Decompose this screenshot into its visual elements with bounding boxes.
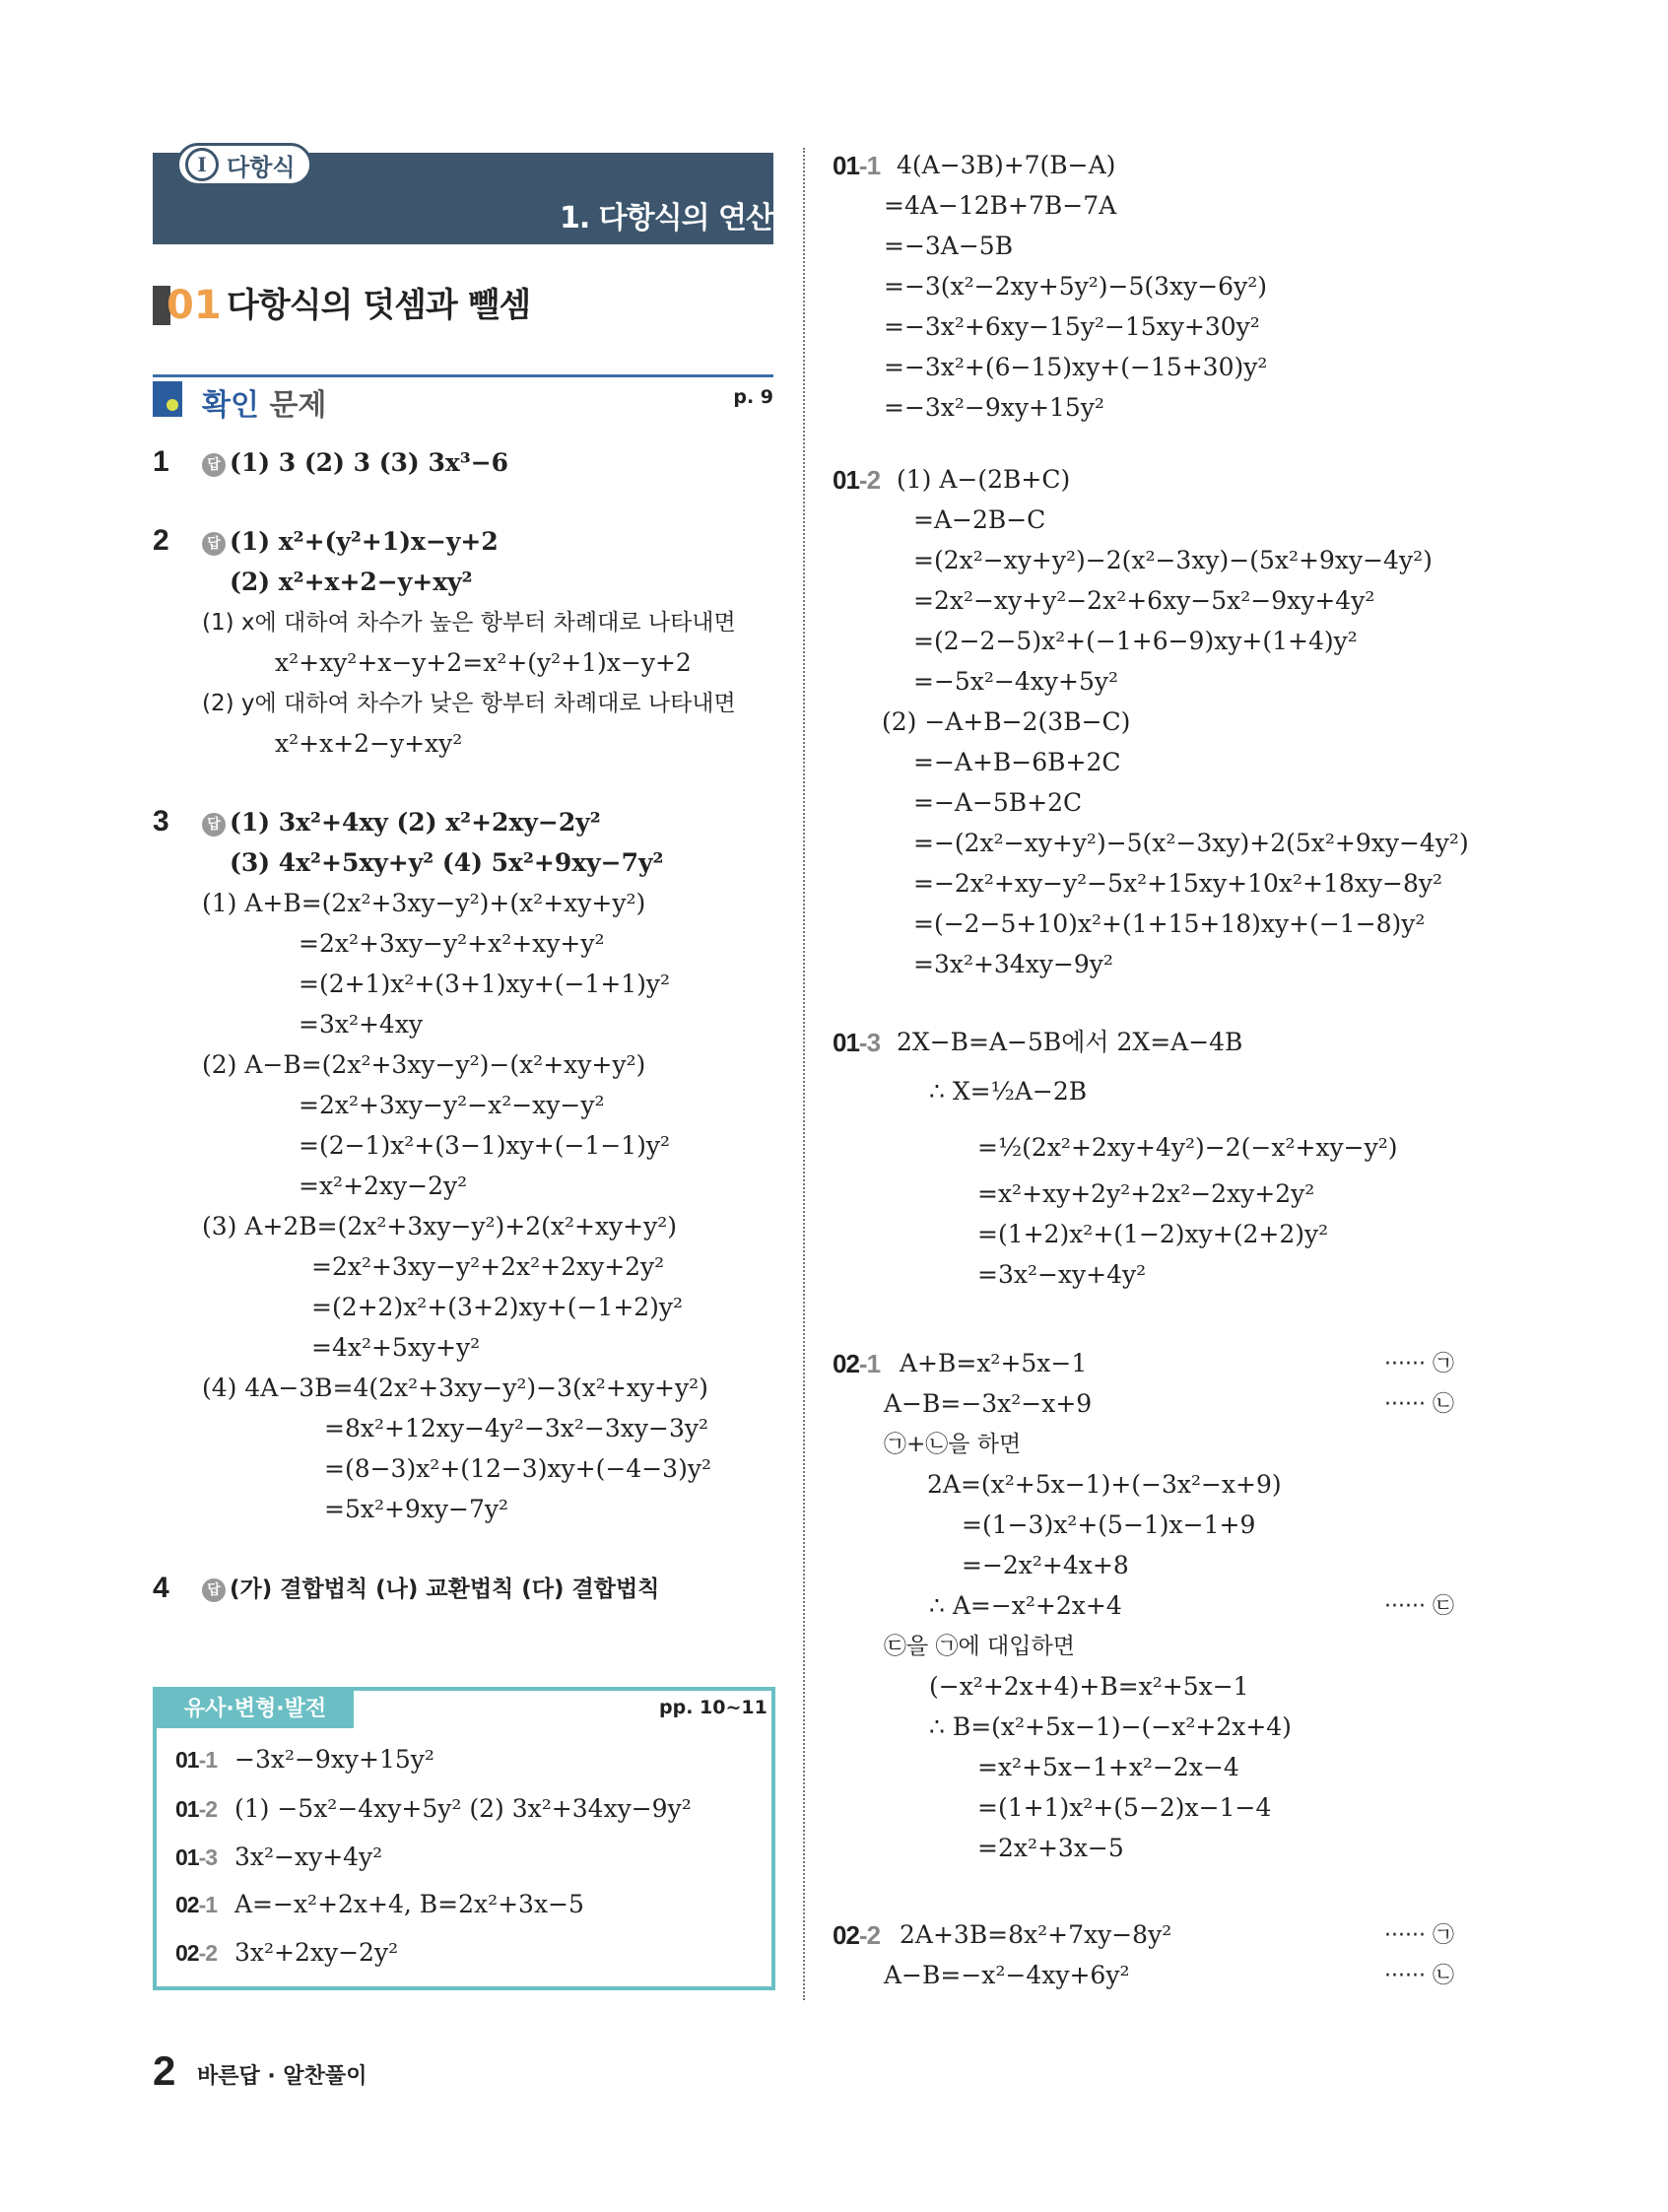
line-text: =(2x²−xy+y²)−2(x²−3xy)−(5x²+9xy−4y²) [913, 546, 1433, 574]
check-title-a: 확인 [202, 388, 259, 423]
unit-title: 다항식 [227, 153, 296, 181]
line-text: (4) 4A−3B=4(2x²+3xy−y²)−3(x²+xy+y²) [202, 1374, 708, 1402]
math-line [897, 1026, 1242, 1059]
math-line [913, 786, 1082, 820]
line-text: =8x²+12xy−4y²−3x²−3xy−3y² [324, 1414, 709, 1442]
label-main: 02 [175, 1892, 199, 1917]
math-line [299, 1089, 604, 1122]
line-text: =−3(x²−2xy+5y²)−5(3xy−6y²) [884, 272, 1267, 301]
line-text: 2A=(x²+5x−1)+(−3x²−x+9) [927, 1470, 1282, 1499]
line-text: A−B=−3x²−x+9 [884, 1389, 1093, 1418]
check-problem-icon [153, 381, 182, 417]
math-line [311, 1331, 480, 1365]
solution-label [833, 1026, 880, 1059]
divider-line [153, 374, 773, 377]
label-sub: -3 [198, 1844, 218, 1870]
answer-mark-icon: 답 [202, 1578, 226, 1602]
math-line [230, 566, 473, 599]
line-text: (2) A−B=(2x²+3xy−y²)−(x²+xy+y²) [202, 1050, 646, 1079]
label-main: 01 [833, 1028, 859, 1057]
line-text: (1) A+B=(2x²+3xy−y²)+(x²+xy+y²) [202, 889, 646, 917]
check-problem-title [202, 380, 326, 424]
math-line [311, 1250, 664, 1284]
line-text: =(2−1)x²+(3−1)xy+(−1−1)y² [299, 1131, 671, 1160]
practice-row-answer: A=−x²+2x+4, B=2x²+3x−5 [234, 1890, 584, 1918]
math-line [299, 927, 604, 961]
line-text: =−A+B−6B+2C [913, 748, 1121, 776]
math-line [929, 1075, 1087, 1108]
line-text: ㉠+㉡을 하면 [884, 1432, 1022, 1457]
line-text: =4x²+5xy+y² [311, 1333, 481, 1362]
math-line [202, 806, 601, 839]
line-text: =−(2x²−xy+y²)−5(x²−3xy)+2(5x²+9xy−4y²) [913, 829, 1469, 857]
item-number: 2 [153, 524, 169, 557]
math-line [913, 584, 1374, 618]
line-text: =x²+2xy−2y² [299, 1172, 468, 1200]
line-text: (3) 4x²+5xy+y² (4) 5x²+9xy−7y² [230, 848, 664, 877]
math-line [929, 1589, 1122, 1623]
label-main: 01 [175, 1796, 199, 1822]
line-text: =(2−2−5)x²+(−1+6−9)xy+(1+4)y² [913, 627, 1358, 655]
line-text: 2A+3B=8x²+7xy−8y² [900, 1920, 1172, 1949]
math-line [299, 1008, 423, 1041]
line-text: =(−2−5+10)x²+(1+15+18)xy+(−1−8)y² [913, 909, 1426, 938]
label-sub: -1 [198, 1747, 218, 1773]
math-line [202, 887, 645, 920]
math-line [977, 1258, 1146, 1292]
math-line [884, 1387, 1092, 1421]
equation-reference-mark: ······ ㉡ [1384, 1964, 1454, 1988]
line-text: (가) 결합법칙 (나) 교환법칙 (다) 결합법칙 [230, 1576, 660, 1602]
math-line [311, 1291, 683, 1324]
math-line [977, 1791, 1271, 1825]
line-text: =3x²+34xy−9y² [913, 950, 1113, 978]
math-line [977, 1751, 1239, 1784]
math-line [324, 1412, 708, 1445]
line-text: A−B=−x²−4xy+6y² [884, 1961, 1130, 1989]
math-line [202, 1210, 677, 1243]
math-line [977, 1218, 1328, 1251]
math-line [324, 1452, 711, 1486]
practice-row-answer: 3x²+2xy−2y² [234, 1938, 399, 1967]
label-main: 02 [175, 1940, 199, 1966]
section-number [153, 283, 222, 328]
label-sub: -1 [198, 1892, 218, 1917]
section-title: 다항식의 덧셈과 뺄셈 [227, 286, 531, 325]
label-main: 01 [833, 151, 859, 180]
page-reference: p. 9 [733, 386, 773, 408]
unit-roman-numeral: I [185, 148, 219, 181]
practice-row-label [175, 1841, 217, 1874]
label-main: 01 [833, 465, 859, 495]
line-text: =−5x²−4xy+5y² [913, 667, 1118, 696]
line-text: (2) y에 대하여 차수가 낮은 항부터 차례대로 나타내면 [202, 691, 736, 716]
math-line [913, 665, 1118, 699]
equation-reference-mark: ······ ㉡ [1384, 1392, 1454, 1417]
label-sub: -2 [198, 1940, 218, 1966]
math-line [202, 606, 736, 639]
practice-row-answer: (1) −5x²−4xy+5y² (2) 3x²+34xy−9y² [234, 1794, 692, 1823]
math-line [202, 687, 736, 720]
line-text: =(2+2)x²+(3+2)xy+(−1+2)y² [311, 1293, 684, 1321]
label-sub: -2 [858, 1920, 881, 1950]
line-text: =½(2x²+2xy+4y²)−2(−x²+xy−y²) [977, 1133, 1398, 1162]
label-sub: -3 [858, 1028, 881, 1057]
line-text: (1) x에 대하여 차수가 높은 항부터 차례대로 나타내면 [202, 610, 736, 636]
answer-mark-icon: 답 [202, 532, 226, 556]
line-text: =(1+2)x²+(1−2)xy+(2+2)y² [977, 1220, 1329, 1248]
line-text: ∴ B=(x²+5x−1)−(−x²+2x+4) [929, 1712, 1292, 1741]
line-text: =2x²+3xy−y²+2x²+2xy+2y² [311, 1252, 665, 1281]
line-text: =−2x²+xy−y²−5x²+15xy+10x²+18xy−8y² [913, 869, 1442, 898]
math-line [202, 1048, 645, 1082]
line-text: =x²+xy+2y²+2x²−2xy+2y² [977, 1179, 1315, 1208]
label-sub: -2 [858, 465, 881, 495]
math-line [913, 746, 1120, 779]
math-line [202, 1573, 659, 1606]
practice-row-answer: −3x²−9xy+15y² [234, 1745, 434, 1774]
equation-reference-mark: ······ ㉠ [1384, 1923, 1454, 1948]
book-title: 바른답 · 알찬풀이 [197, 2064, 367, 2089]
line-text: =3x²+4xy [299, 1010, 424, 1039]
check-title-b: 문제 [258, 388, 327, 423]
math-line [897, 149, 1115, 182]
label-main: 01 [175, 1747, 199, 1773]
math-line [977, 1131, 1397, 1165]
line-text: (1) A−(2B+C) [897, 465, 1071, 494]
math-line [913, 948, 1113, 981]
math-line [913, 827, 1469, 860]
label-sub: -1 [858, 1349, 881, 1378]
math-line [884, 270, 1267, 303]
item-number: 4 [153, 1572, 169, 1604]
math-line [977, 1177, 1314, 1211]
label-main: 01 [175, 1844, 199, 1870]
math-line [275, 646, 692, 680]
math-line [882, 705, 1130, 739]
line-text: =−2x²+4x+8 [962, 1551, 1129, 1579]
practice-page-reference: pp. 10~11 [659, 1697, 767, 1718]
line-text: =−3A−5B [884, 232, 1014, 260]
unit-tag [176, 143, 312, 186]
line-text: x²+x+2−y+xy² [275, 729, 463, 758]
line-text: =A−2B−C [913, 505, 1046, 534]
practice-tab-label: 유사·변형·발전 [157, 1691, 354, 1728]
math-line [884, 351, 1267, 384]
answer-mark-icon: 답 [202, 813, 226, 837]
practice-row-label [175, 1743, 217, 1776]
line-text: (3) A+2B=(2x²+3xy−y²)+2(x²+xy+y²) [202, 1212, 678, 1240]
label-sub: -2 [198, 1796, 218, 1822]
math-line [927, 1468, 1282, 1502]
math-line [275, 727, 462, 761]
math-line [202, 1372, 708, 1405]
line-text: (−x²+2x+4)+B=x²+5x−1 [929, 1672, 1249, 1701]
equation-reference-mark: ······ ㉠ [1384, 1352, 1454, 1376]
label-main: 02 [833, 1349, 859, 1378]
solution-label [833, 149, 880, 182]
line-text: (2) x²+x+2−y+xy² [230, 568, 473, 596]
practice-row-label [175, 1792, 217, 1826]
math-line [977, 1832, 1124, 1865]
math-line [884, 1428, 1021, 1461]
page-number: 2 [153, 2047, 176, 2094]
label-main: 02 [833, 1920, 859, 1950]
line-text: A+B=x²+5x−1 [900, 1349, 1088, 1377]
line-text: 2X−B=A−5B에서 2X=A−4B [897, 1028, 1243, 1056]
line-text: =2x²+3xy−y²+x²+xy+y² [299, 929, 605, 958]
math-line [913, 907, 1425, 941]
line-text: =4A−12B+7B−7A [884, 191, 1117, 220]
math-line [913, 503, 1045, 537]
math-line [962, 1508, 1255, 1542]
column-divider [803, 148, 805, 2000]
label-sub: -1 [858, 151, 881, 180]
line-text: 4(A−3B)+7(B−A) [897, 151, 1116, 179]
math-line [929, 1710, 1292, 1744]
math-line [913, 625, 1358, 658]
math-line [929, 1670, 1249, 1704]
math-line [913, 544, 1433, 577]
line-text: =(1−3)x²+(5−1)x−1+9 [962, 1510, 1256, 1539]
line-text: x²+xy²+x−y+2=x²+(y²+1)x−y+2 [275, 648, 692, 677]
math-line [913, 867, 1442, 901]
practice-row-answer: 3x²−xy+4y² [234, 1843, 383, 1871]
math-line [299, 1129, 670, 1163]
math-line [884, 230, 1013, 263]
line-text: =−3x²+6xy−15y²−15xy+30y² [884, 312, 1260, 341]
line-text: (1) x²+(y²+1)x−y+2 [230, 527, 499, 556]
math-line [884, 391, 1104, 425]
item-number: 1 [153, 445, 169, 478]
math-line [900, 1347, 1087, 1380]
solution-label [833, 1918, 880, 1952]
line-text: (2) −A+B−2(3B−C) [882, 707, 1131, 736]
math-line [299, 968, 670, 1001]
line-text: ∴ A=−x²+2x+4 [929, 1591, 1122, 1620]
line-text: =(2+1)x²+(3+1)xy+(−1+1)y² [299, 970, 671, 998]
math-line [900, 1918, 1171, 1952]
line-text: =(1+1)x²+(5−2)x−1−4 [977, 1793, 1272, 1822]
math-line [897, 463, 1070, 497]
math-line [884, 310, 1260, 344]
chapter-title: 1. 다항식의 연산 [559, 201, 773, 235]
solution-label [833, 1347, 880, 1380]
practice-row-label [175, 1888, 217, 1921]
math-line [230, 846, 664, 880]
math-line [324, 1493, 508, 1526]
line-text: (1) 3 (2) 3 (3) 3x³−6 [230, 448, 509, 477]
math-line [202, 446, 508, 480]
math-line [962, 1549, 1129, 1582]
line-text: =2x²+3x−5 [977, 1834, 1124, 1862]
line-text: =2x²−xy+y²−2x²+6xy−5x²−9xy+4y² [913, 586, 1375, 615]
math-line [884, 1959, 1129, 1992]
practice-row-label [175, 1936, 217, 1970]
answer-mark-icon: 답 [202, 453, 226, 477]
line-text: =(8−3)x²+(12−3)xy+(−4−3)y² [324, 1454, 711, 1483]
solution-label [833, 463, 880, 497]
line-text: =2x²+3xy−y²−x²−xy−y² [299, 1091, 605, 1119]
line-text: =5x²+9xy−7y² [324, 1495, 509, 1523]
equation-reference-mark: ······ ㉢ [1384, 1594, 1454, 1619]
line-text: =−3x²+(6−15)xy+(−15+30)y² [884, 353, 1268, 381]
line-text: ㉢을 ㉠에 대입하면 [884, 1634, 1075, 1659]
math-line [884, 1630, 1075, 1663]
line-text: =−3x²−9xy+15y² [884, 393, 1104, 422]
item-number: 3 [153, 805, 169, 838]
line-text: ∴ X=½A−2B [929, 1077, 1088, 1106]
line-text: =x²+5x−1+x²−2x−4 [977, 1753, 1239, 1781]
section-number-text: 01 [167, 283, 222, 328]
math-line [884, 189, 1116, 223]
line-text: =3x²−xy+4y² [977, 1260, 1147, 1289]
line-text: (1) 3x²+4xy (2) x²+2xy−2y² [230, 808, 601, 837]
line-text: =−A−5B+2C [913, 788, 1083, 817]
math-line [202, 525, 499, 559]
math-line [299, 1170, 467, 1203]
